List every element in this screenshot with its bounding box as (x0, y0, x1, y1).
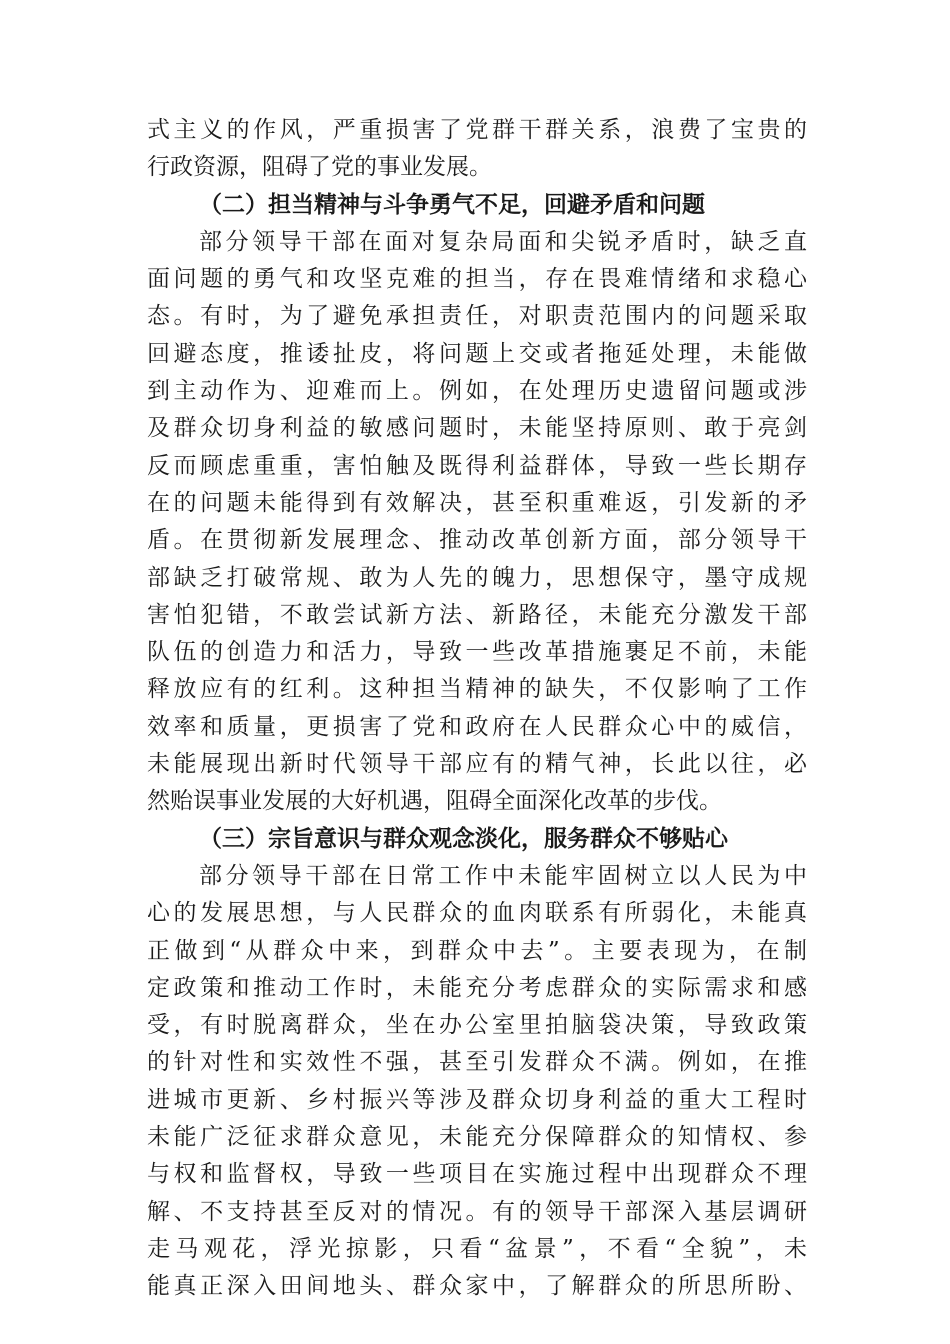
body-text-line: 解、不支持甚至反对的情况。有的领导干部深入基层调研 (147, 1198, 807, 1225)
body-text-line: 及群众切身利益的敏感问题时，未能坚持原则、敢于亮剑 (147, 415, 807, 442)
body-text-line: 效率和质量，更损害了党和政府在人民群众心中的威信， (147, 713, 807, 740)
body-text-line: 与权和监督权，导致一些项目在实施过程中出现群众不理 (147, 1161, 807, 1188)
body-text-line: 未能展现出新时代领导干部应有的精气神，长此以往，必 (147, 751, 807, 778)
body-text-line: 在的问题未能得到有效解决，甚至积重难返，引发新的矛 (147, 489, 807, 516)
body-text-line: 正做到“从群众中来，到群众中去”。主要表现为，在制 (147, 937, 807, 964)
body-text-line: 释放应有的红利。这种担当精神的缺失，不仅影响了工作 (147, 676, 807, 703)
body-text-line: 进城市更新、乡村振兴等涉及群众切身利益的重大工程时 (147, 1086, 807, 1113)
body-text-line: 式主义的作风，严重损害了党群干群关系，浪费了宝贵的 (147, 117, 807, 143)
section-heading-2: （二）担当精神与斗争勇气不足，回避矛盾和问题 (199, 191, 705, 218)
body-text-line: 走马观花，浮光掠影，只看“盆景”，不看“全貌”，未 (147, 1235, 807, 1262)
paragraph-first-line: 部分领导干部在日常工作中未能牢固树立以人民为中 (199, 862, 807, 889)
body-text-line: 部缺乏打破常规、敢为人先的魄力，思想保守，墨守成规 (147, 564, 807, 591)
body-text-line: 盾。在贯彻新发展理念、推动改革创新方面，部分领导干 (147, 527, 807, 554)
body-text-line: 能真正深入田间地头、群众家中，了解群众的所思所盼、 (147, 1273, 807, 1300)
body-text-line: 到主动作为、迎难而上。例如，在处理历史遗留问题或涉 (147, 378, 807, 405)
body-text-line: 队伍的创造力和活力，导致一些改革措施裹足不前，未能 (147, 639, 807, 666)
body-text-line: 定政策和推动工作时，未能充分考虑群众的实际需求和感 (147, 974, 807, 1001)
section-heading-3: （三）宗旨意识与群众观念淡化，服务群众不够贴心 (199, 825, 728, 852)
body-text-line: 态。有时，为了避免承担责任，对职责范围内的问题采取 (147, 303, 807, 330)
body-text-line: 害怕犯错，不敢尝试新方法、新路径，未能充分激发干部 (147, 601, 807, 628)
paragraph-first-line: 部分领导干部在面对复杂局面和尖锐矛盾时，缺乏直 (199, 228, 807, 255)
body-text-line: 心的发展思想，与人民群众的血肉联系有所弱化，未能真 (147, 900, 807, 927)
body-text-line: 行政资源，阻碍了党的事业发展。 (147, 154, 492, 181)
body-text-line: 面问题的勇气和攻坚克难的担当，存在畏难情绪和求稳心 (147, 266, 807, 293)
body-text-line: 受，有时脱离群众，坐在办公室里拍脑袋决策，导致政策 (147, 1012, 807, 1039)
body-text-line: 回避态度，推诿扯皮，将问题上交或者拖延处理，未能做 (147, 340, 807, 367)
body-text-line: 然贻误事业发展的大好机遇，阻碍全面深化改革的步伐。 (147, 788, 722, 815)
body-text-line: 未能广泛征求群众意见，未能充分保障群众的知情权、参 (147, 1124, 807, 1151)
document-body (147, 112, 807, 1306)
body-text-line: 的针对性和实效性不强，甚至引发群众不满。例如，在推 (147, 1049, 807, 1076)
body-text-line: 反而顾虑重重，害怕触及既得利益群体，导致一些长期存 (147, 452, 807, 479)
